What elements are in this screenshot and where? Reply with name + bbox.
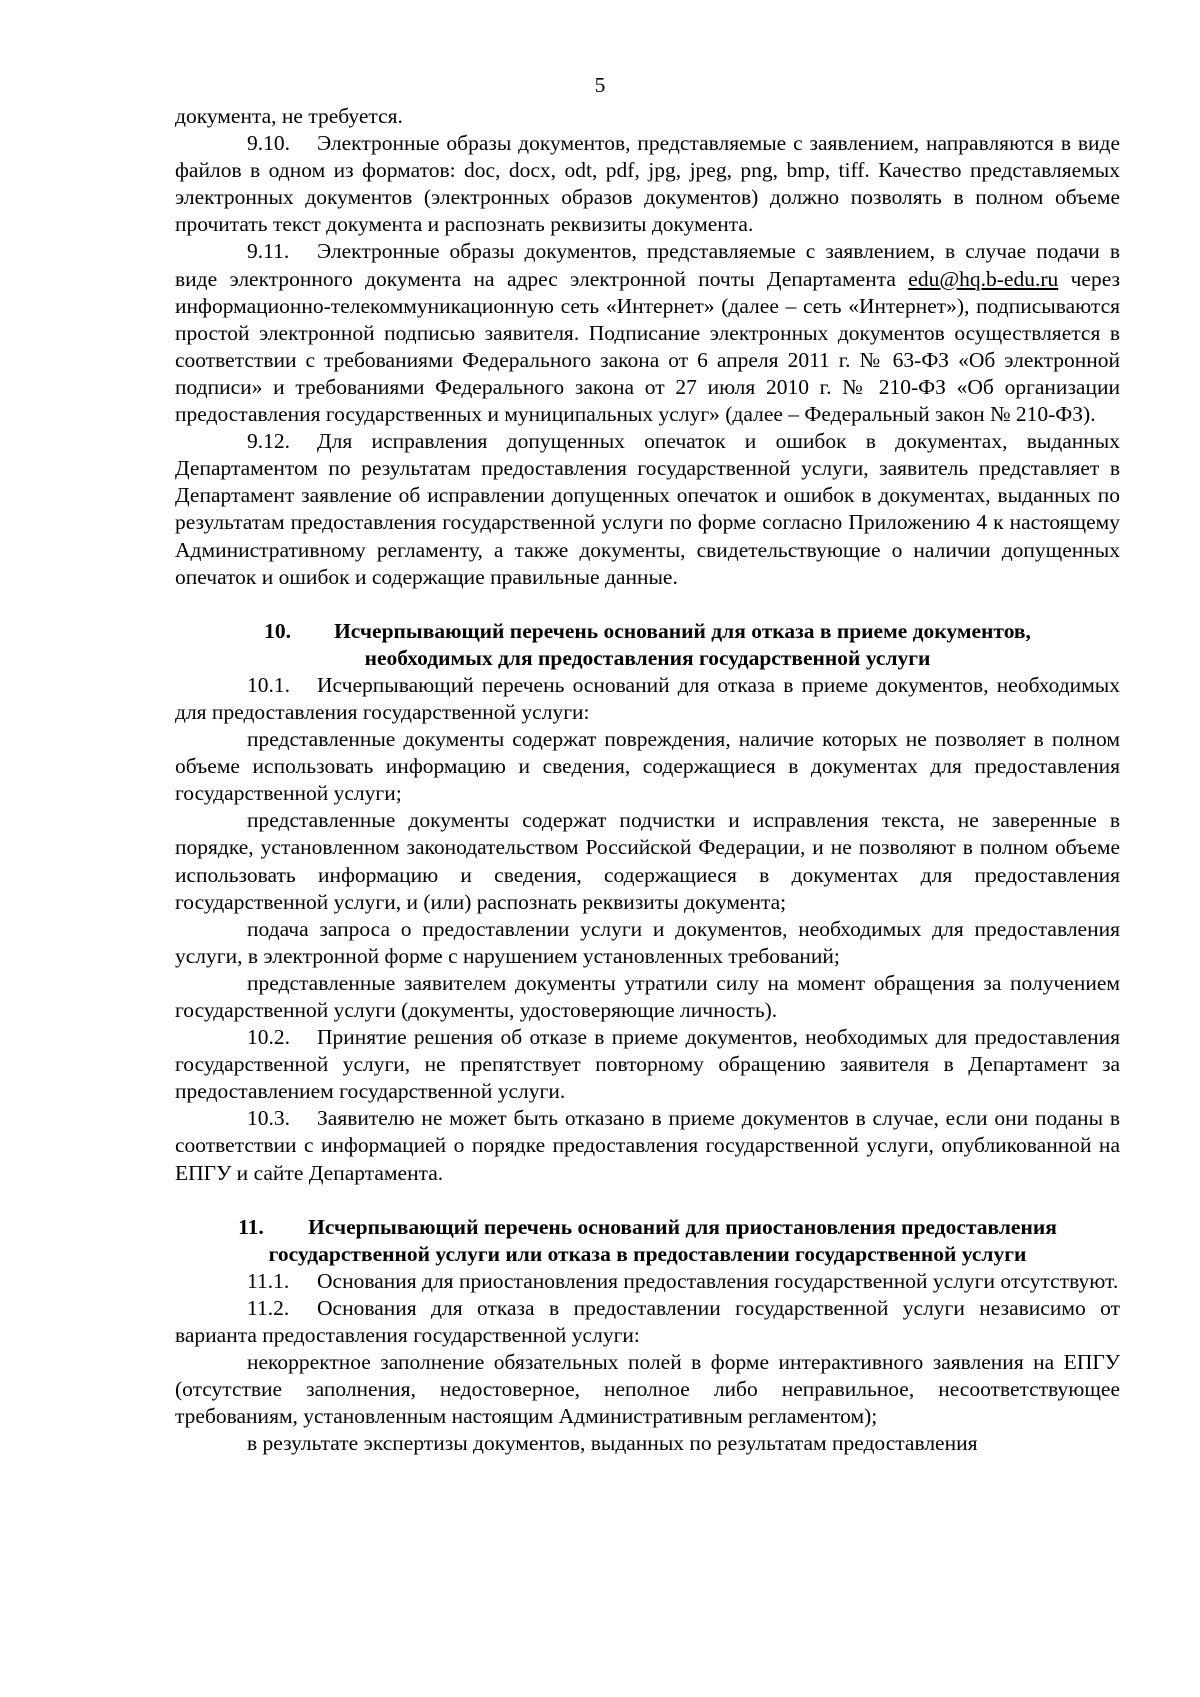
section-heading-11 xyxy=(175,1214,1120,1268)
paragraph-text: Исчерпывающий перечень оснований для отказа в приеме документов, необходимых для предоставления государственной услуги: xyxy=(175,672,1120,724)
paragraph-9-10 xyxy=(175,130,1120,238)
paragraph-10-3 xyxy=(175,1105,1120,1186)
clause-number: 11.1. xyxy=(247,1268,290,1293)
section-number: 11. xyxy=(238,1214,264,1239)
clause-number: 9.11. xyxy=(247,239,290,264)
paragraph-10-2 xyxy=(175,1024,1120,1105)
paragraph-10-1 xyxy=(175,672,1120,726)
list-paragraph: представленные документы содержат подчистки и исправления текста, не заверенные в порядке, установленном законодательством Российской Федерации, и не позволяют в полном объеме использовать информацию и сведения, содержащиеся в документах для предоставления государственной услуги, и (или) распознать реквизиты документа; xyxy=(175,808,1120,914)
paragraph: документа, не требуется. xyxy=(175,104,403,128)
paragraph-text: Заявителю не может быть отказано в приеме документов в случае, если они поданы в соответствии с информацией о порядке предоставления государственной услуги, опубликованной на ЕПГУ и сайте Департамента. xyxy=(175,1106,1120,1185)
clause-number: 11.2. xyxy=(247,1295,290,1320)
document-body xyxy=(175,103,1120,1458)
list-paragraph: представленные заявителем документы утратили силу на момент обращения за получением государственной услуги (документы, удостоверяющие личность). xyxy=(175,970,1120,1022)
email-link[interactable]: edu@hq.b-edu.ru xyxy=(908,266,1059,291)
paragraph-text: Принятие решения об отказе в приеме документов, необходимых для предоставления государственной услуги, не препятствует повторному обращению заявителя в Департамент за предоставлением государственной услуги. xyxy=(175,1025,1120,1104)
clause-number: 9.12. xyxy=(247,429,290,454)
paragraph-text: Электронные образы документов, представляемые с заявлением, в случае подачи в виде электронного документа на адрес электронной почты Департамента xyxy=(175,239,1120,291)
section-number: 10. xyxy=(264,618,291,643)
list-paragraph: представленные документы содержат повреждения, наличие которых не позволяет в полном объеме использовать информацию и сведения, содержащиеся в документах для предоставления государственной услуги; xyxy=(175,727,1120,806)
paragraph-text: Основания для приостановления предоставления государственной услуги отсутствуют. xyxy=(317,1268,1119,1293)
paragraph-text: через информационно-телекоммуникационную сеть «Интернет» (далее – сеть «Интернет»), подписываются простой электронной подписью заявителя. Подписание электронных документов осуществляется в соответствии с требованиями Федерального закона от 6 апреля 2011 г. № 63-ФЗ «Об электронной подписи» и требованиями Федерального закона от 27 июля 2010 г. № 210-ФЗ «Об организации предоставления государственных и муниципальных услуг» (далее – Федеральный закон № 210-ФЗ). xyxy=(175,266,1120,427)
paragraph-text: Для исправления допущенных опечаток и ошибок в документах, выданных Департаментом по результатам предоставления государственной услуги, заявитель представляет в Департамент заявление об исправлении допущенных опечаток и ошибок в документах, выданных по результатам предоставления государственной услуги по форме согласно Приложению 4 к настоящему Административному регламенту, а также документы, свидетельствующие о наличии допущенных опечаток и ошибок и содержащие правильные данные. xyxy=(175,429,1120,589)
section-title-line: необходимых для предоставления государственной услуги xyxy=(364,645,931,670)
paragraph-9-11 xyxy=(175,238,1120,428)
list-paragraph: в результате экспертизы документов, выданных по результатам предоставления xyxy=(247,1431,978,1456)
paragraph-11-1 xyxy=(175,1268,1120,1295)
section-title-line: Исчерпывающий перечень оснований для приостановления предоставления xyxy=(308,1214,1057,1239)
clause-number: 9.10. xyxy=(247,131,290,156)
paragraph-text: Основания для отказа в предоставлении государственной услуги независимо от варианта предоставления государственной услуги: xyxy=(175,1295,1120,1348)
clause-number: 10.1. xyxy=(247,672,290,697)
section-title-line: Исчерпывающий перечень оснований для отказа в приеме документов, xyxy=(334,618,1031,643)
clause-number: 10.2. xyxy=(247,1025,290,1050)
page-number: 5 xyxy=(594,73,606,97)
list-paragraph: подача запроса о предоставлении услуги и документов, необходимых для предоставления услуги, в электронной форме с нарушением установленных требований; xyxy=(175,916,1120,968)
clause-number: 10.3. xyxy=(247,1106,290,1131)
list-paragraph: некорректное заполнение обязательных полей в форме интерактивного заявления на ЕПГУ (отсутствие заполнения, недостоверное, неполное либо неправильное, несоответствующее требованиям, установленным настоящим Административным регламентом); xyxy=(175,1350,1120,1429)
paragraph-11-2 xyxy=(175,1295,1120,1349)
section-heading-10 xyxy=(175,618,1120,672)
paragraph-9-12 xyxy=(175,428,1120,591)
section-title-line: государственной услуги или отказа в предоставлении государственной услуги xyxy=(268,1241,1027,1266)
paragraph-text: Электронные образы документов, представляемые с заявлением, направляются в виде файлов в одном из форматов: doc, docx, odt, pdf, jpg, jpeg, png, bmp, tiff. Качество представляемых электронных документов (электронных образов документов) должно позволять в полном объеме прочитать текст документа и распознать реквизиты документа. xyxy=(175,131,1120,237)
